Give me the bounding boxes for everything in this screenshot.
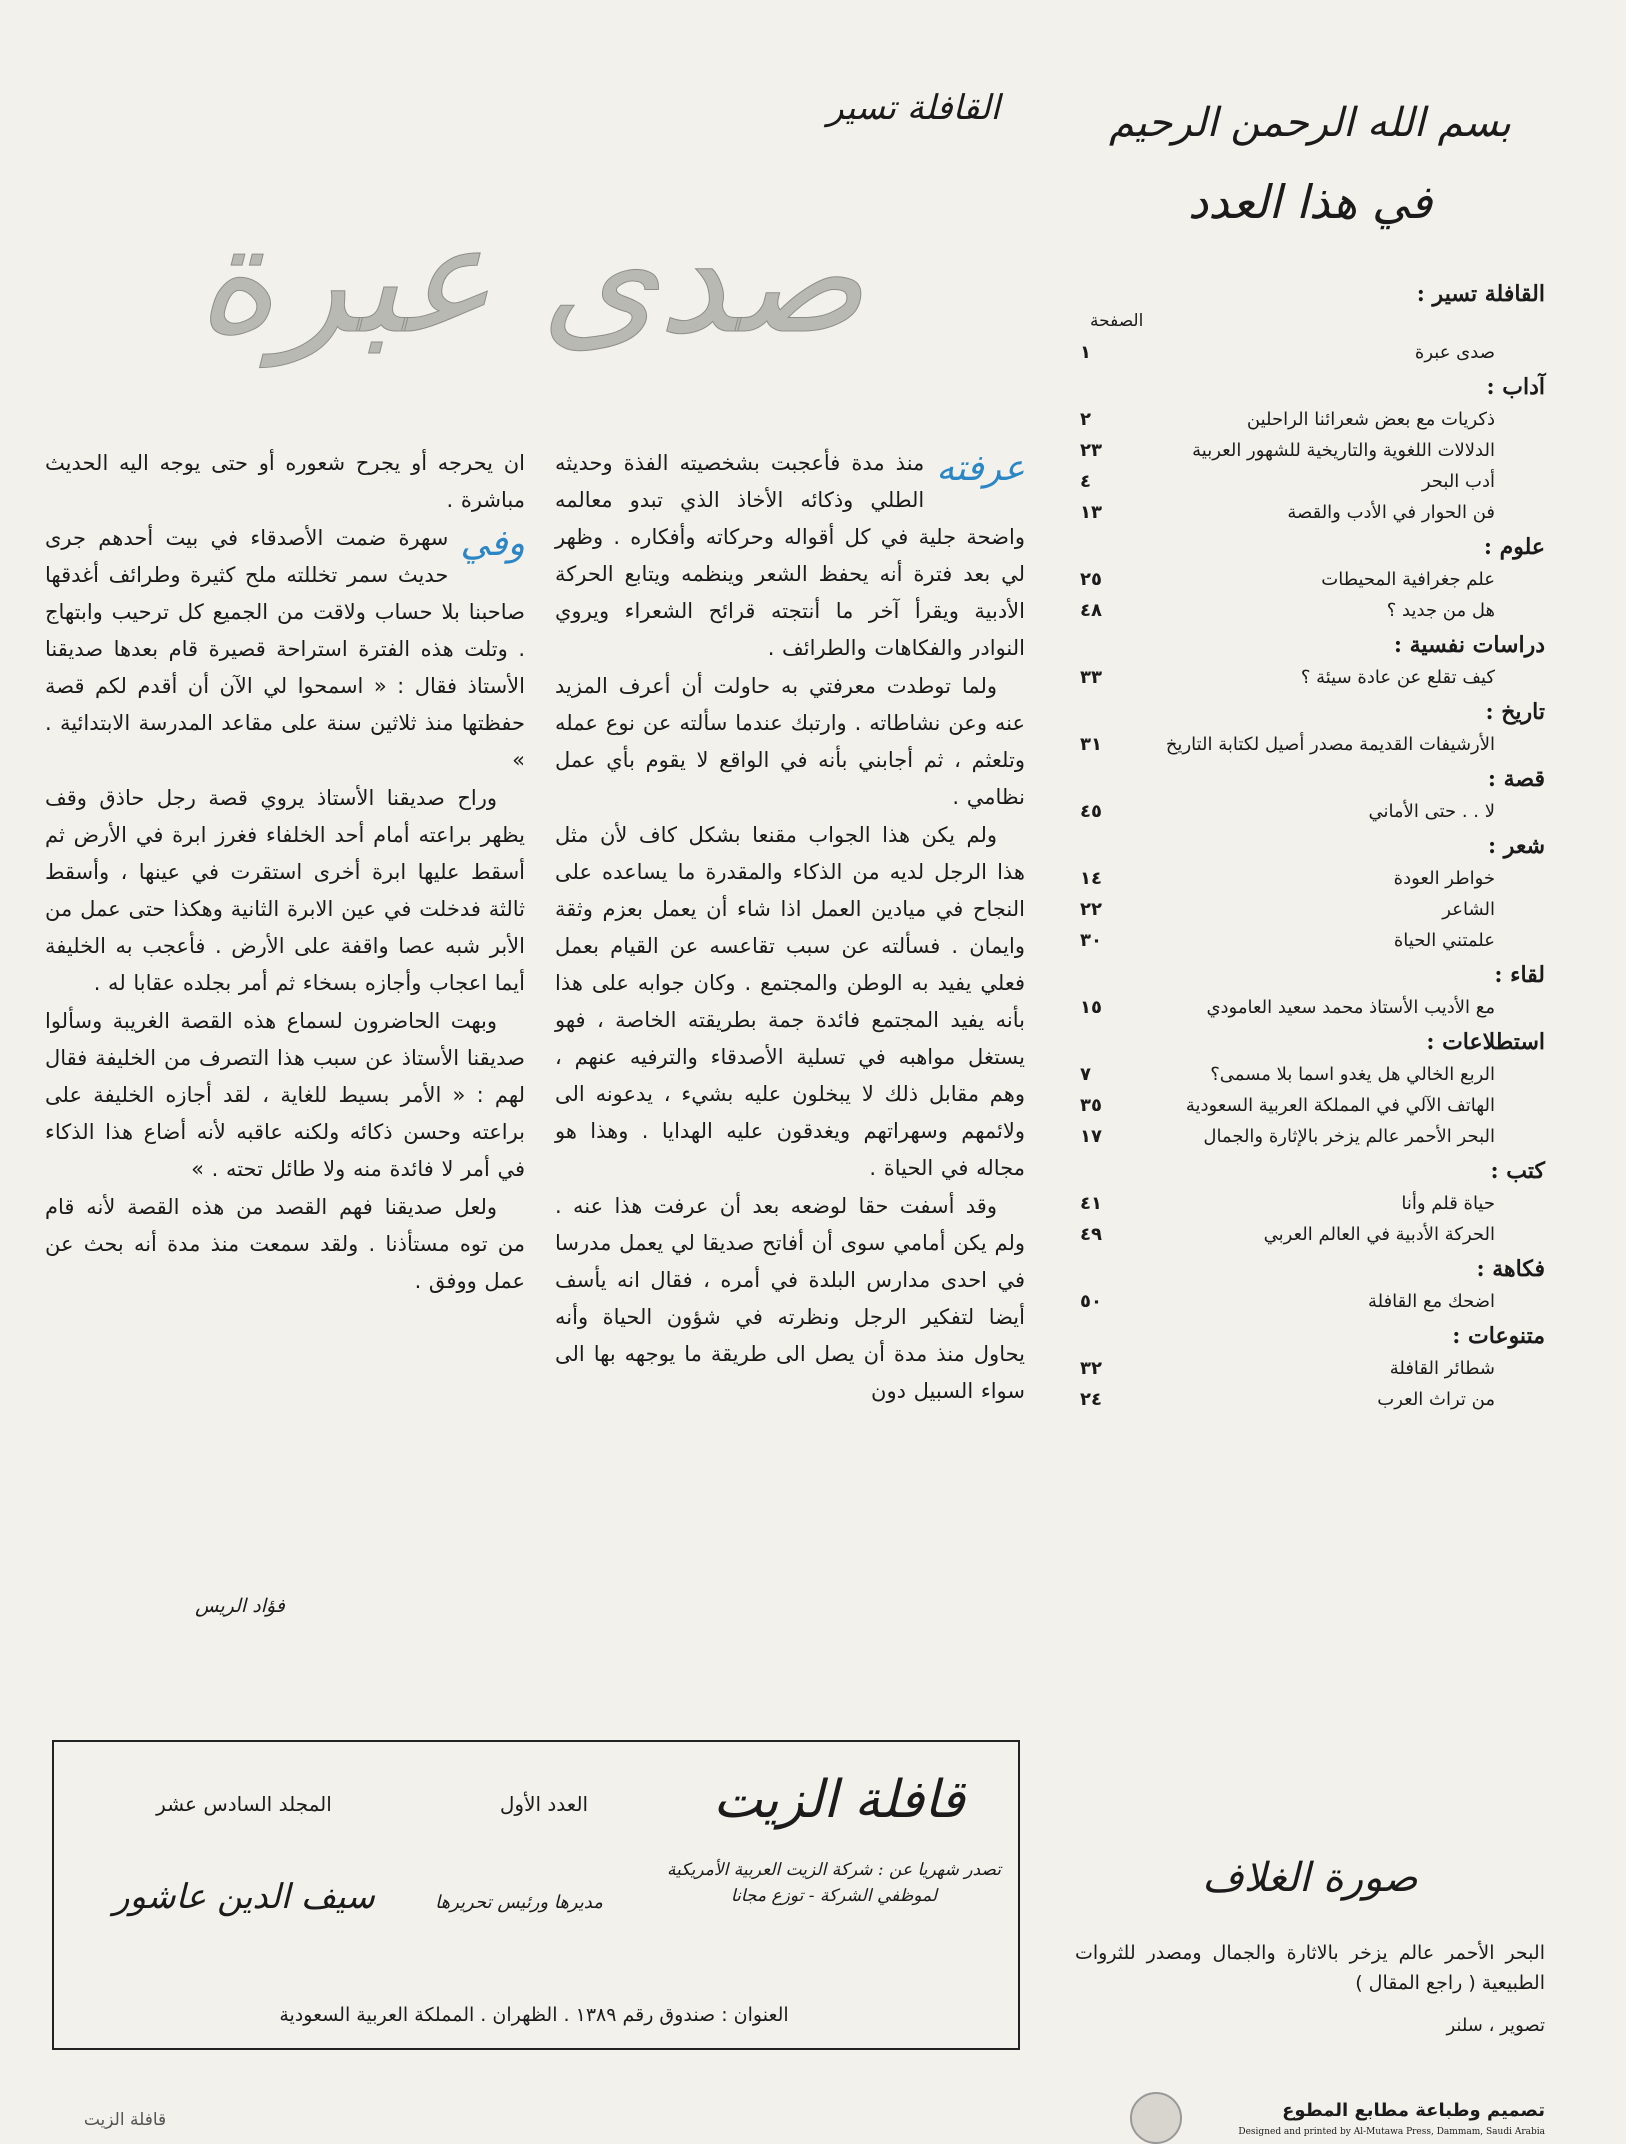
toc-entry xyxy=(1080,1090,1545,1121)
toc-section-heading: استطلاعات : xyxy=(1426,1029,1545,1055)
toc-entry-title: الدلالات اللغوية والتاريخية للشهور العربية xyxy=(1192,440,1495,461)
publisher-statement: تصدر شهريا عن : شركة الزيت العربية الأمريكية لموظفي الشركة - توزع مجانا xyxy=(667,1860,1001,1906)
magazine-logo: قافلة الزيت xyxy=(713,1770,965,1830)
toc-section-heading: كتب : xyxy=(1490,1158,1545,1184)
article-column-right xyxy=(555,445,1025,1411)
paragraph: وراح صديقنا الأستاذ يروي قصة رجل حاذق وقف يظهر براعته أمام أحد الخلفاء فغرز ابرة في الأرض ثم أسقط عليها ابرة أخرى استقرت في عينها ، وأسقط ثالثة فدخلت في عين الابرة الثانية وهكذا حتى عمل من الأبر شبه عصا واقفة على الأرض . فأعجب به الخليفة أيما اعجاب وأجازه بسخاء ثم أمر بجلده عقابا له . xyxy=(45,786,525,995)
toc-section-heading: فكاهة : xyxy=(1476,1256,1545,1282)
toc-entry xyxy=(1080,497,1545,528)
toc-entry-page: ٢٥ xyxy=(1080,569,1102,590)
toc-entry xyxy=(1080,863,1545,894)
toc-entry-page: ٣٣ xyxy=(1080,667,1102,688)
editor-role: مديرها ورئيس تحريرها xyxy=(435,1892,603,1913)
table-of-contents xyxy=(1080,275,1545,1415)
toc-entry-title: علم جغرافية المحيطات xyxy=(1321,569,1495,590)
toc-section-heading: القافلة تسير : xyxy=(1416,281,1545,307)
toc-entry-page: ٣٠ xyxy=(1080,930,1102,951)
toc-entry-title: هل من جديد ؟ xyxy=(1386,600,1495,621)
toc-section-heading: علوم : xyxy=(1483,534,1545,560)
toc-entry-title: حياة قلم وأنا xyxy=(1401,1193,1495,1214)
toc-entry-page: ١٣ xyxy=(1080,502,1102,523)
toc-entry xyxy=(1080,894,1545,925)
toc-entry-page: ٧ xyxy=(1080,1064,1091,1085)
toc-entry-title: اضحك مع القافلة xyxy=(1367,1291,1495,1312)
toc-entry xyxy=(1080,925,1545,956)
toc-entry-page: ٢ xyxy=(1080,409,1091,430)
toc-entry-page: ١٧ xyxy=(1080,1126,1102,1147)
toc-entry xyxy=(1080,595,1545,626)
printer-credit-english: Designed and printed by Al-Mutawa Press, Dammam, Saudi Arabia xyxy=(1238,2127,1545,2137)
toc-section-heading: قصة : xyxy=(1487,766,1545,792)
toc-entry xyxy=(1080,1384,1545,1415)
toc-entry xyxy=(1080,1286,1545,1317)
toc-entry-title: شطائر القافلة xyxy=(1389,1358,1495,1379)
postal-address: العنوان : صندوق رقم ١٣٨٩ . الظهران . المملكة العربية السعودية xyxy=(279,2004,789,2026)
toc-entry-title: علمتني الحياة xyxy=(1393,930,1495,951)
issue-number: العدد الأول xyxy=(499,1792,589,1816)
article-column-left xyxy=(45,445,525,1301)
cover-title: صورة الغلاف xyxy=(1202,1855,1418,1901)
paragraph: ان يحرجه أو يجرح شعوره أو حتى يوجه اليه الحديث مباشرة . xyxy=(45,451,525,512)
toc-entry-page: ٤٨ xyxy=(1080,600,1102,621)
drop-word: عرفته xyxy=(936,448,1025,489)
toc-entry-title: ذكريات مع بعض شعرائنا الراحلين xyxy=(1246,409,1495,430)
paragraph: ولما توطدت معرفتي به حاولت أن أعرف المزيد عنه وعن نشاطاته . وارتبك عندما سألته عن نوع عمله وتلعثم ، ثم أجابني بأنه في الواقع لا يقوم بأي عمل نظامي . xyxy=(555,674,1025,809)
page-column-header: الصفحة xyxy=(1090,311,1144,331)
toc-entry-page: ٢٤ xyxy=(1080,1389,1102,1410)
printer-seal-icon xyxy=(1130,2092,1182,2144)
toc-entry-page: ١٤ xyxy=(1080,868,1102,889)
toc-entry-page: ٥٠ xyxy=(1080,1291,1102,1312)
toc-entry-page: ٢٣ xyxy=(1080,440,1102,461)
toc-entry xyxy=(1080,435,1545,466)
section-kicker: القافلة تسير xyxy=(827,88,1000,128)
toc-section-heading: تاريخ : xyxy=(1485,699,1545,725)
toc-entry xyxy=(1080,1188,1545,1219)
toc-entry xyxy=(1080,1219,1545,1250)
toc-section-heading: آداب : xyxy=(1486,374,1545,400)
toc-entry-page: ٣١ xyxy=(1080,734,1102,755)
toc-entry-page: ٤٩ xyxy=(1080,1224,1102,1245)
toc-entry xyxy=(1080,796,1545,827)
cover-caption: البحر الأحمر عالم يزخر بالاثارة والجمال ومصدر للثروات الطبيعية ( راجع المقال ) xyxy=(1075,1942,1545,1994)
paragraph: منذ مدة فأعجبت بشخصيته الفذة وحديثه الطلي وذكائه الأخاذ الذي تبدو معالمه واضحة جلية في كل أقواله وحركاته وأفكاره . وظهر لي بعد فترة أنه يحفظ الشعر وينظمه ويتابع الحركة الأدبية ويقرأ آخر ما أنتجته قرائح الشعراء ويروي النوادر والفكاهات والطرائف . xyxy=(555,451,1025,660)
toc-entry-title: الحركة الأدبية في العالم العربي xyxy=(1263,1224,1495,1245)
toc-entry-title: مع الأديب الأستاذ محمد سعيد العامودي xyxy=(1206,997,1495,1018)
toc-section-heading: لقاء : xyxy=(1494,962,1545,988)
toc-entry-title: الهاتف الآلي في المملكة العربية السعودية xyxy=(1185,1095,1495,1116)
masthead-box xyxy=(52,1740,1020,2050)
toc-section-heading: دراسات نفسية : xyxy=(1393,632,1545,658)
paragraph: ولم يكن هذا الجواب مقنعا بشكل كاف لأن مثل هذا الرجل لديه من الذكاء والمقدرة ما يساعده على النجاح في ميادين العمل اذا شاء أن يعمل بعزم وثقة وايمان . فسألته عن سبب تقاعسه عن القيام بعمل فعلي يفيد به الوطن والمجتمع . وكان جوابه على هذا بأنه يفيد المجتمع فائدة جمة بطريقته الخاصة ، فهو يستغل مواهبه في تسلية الأصدقاء والترفيه عنهم ، وهم مقابل ذلك لا يبخلون عليه بشيء ، يدعونه الى ولائمهم وسهراتهم ويغدقون عليه الهدايا . وهذا هو مجاله في الحياة . xyxy=(555,823,1025,1180)
article-title: صدى عبرة xyxy=(196,193,864,367)
toc-entry-page: ٤ xyxy=(1080,471,1091,492)
toc-entry-page: ٤٥ xyxy=(1080,801,1102,822)
toc-section-heading: متنوعات : xyxy=(1452,1323,1545,1349)
paragraph: سهرة ضمت الأصدقاء في بيت أحدهم جرى حديث سمر تخللته ملح كثيرة وطرائف أغدقها صاحبنا بلا حساب ولاقت من الجميع كل ترحيب وابتهاج . وتلت هذه الفترة استراحة قصيرة قام بعدها صديقنا الأستاذ فقال : « اسمحوا لي الآن أن أقدم لكم قصة حفظتها منذ ثلاثين سنة على مقاعد المدرسة الابتدائية . » xyxy=(45,526,525,772)
toc-entry-title: الشاعر xyxy=(1442,899,1495,920)
footer-magazine-name: قافلة الزيت xyxy=(83,2110,167,2130)
toc-entry-page: ٣٢ xyxy=(1080,1358,1102,1379)
cover-photo-credit: تصوير ، سلنر xyxy=(1446,2015,1545,2036)
toc-entry xyxy=(1080,1353,1545,1384)
paragraph: وقد أسفت حقا لوضعه بعد أن عرفت هذا عنه . ولم يكن أمامي سوى أن أفاتح صديقا لي يعمل مدرسا في احدى مدارس البلدة في أمره ، فقال انه يأسف أيضا لتفكير الرجل ونظرته في شؤون الحياة وأنه يحاول منذ مدة أن يصل الى طريقة ما يوجهه بها الى سواء السبيل دون xyxy=(555,1194,1025,1403)
toc-entry xyxy=(1080,662,1545,693)
toc-entry-title: خواطر العودة xyxy=(1393,868,1495,889)
toc-entry-page: ١٥ xyxy=(1080,997,1102,1018)
toc-entry xyxy=(1080,729,1545,760)
toc-entry-title: لا . . حتى الأماني xyxy=(1368,801,1495,822)
toc-entry-title: الأرشيفات القديمة مصدر أصيل لكتابة التاريخ xyxy=(1165,734,1495,755)
printer-credit: تصميم وطباعة مطابع المطوع xyxy=(1282,2100,1545,2121)
toc-entry xyxy=(1080,404,1545,435)
paragraph: ولعل صديقنا فهم القصد من هذه القصة لأنه قام من توه مستأذنا . ولقد سمعت منذ مدة أنه بحث عن عمل ووفق . xyxy=(45,1195,525,1293)
toc-entry-title: صدى عبرة xyxy=(1414,342,1495,363)
toc-entry xyxy=(1080,1121,1545,1152)
toc-entry-title: كيف تقلع عن عادة سيئة ؟ xyxy=(1300,667,1495,688)
toc-entry-page: ٣٥ xyxy=(1080,1095,1102,1116)
toc-entry-title: البحر الأحمر عالم يزخر بالإثارة والجمال xyxy=(1203,1126,1495,1147)
author-signature: فؤاد الريس xyxy=(195,1595,285,1617)
toc-entry-title: فن الحوار في الأدب والقصة xyxy=(1287,502,1495,523)
toc-title: في هذا العدد xyxy=(1187,175,1433,229)
toc-entry-page: ١ xyxy=(1080,342,1091,363)
toc-entry xyxy=(1080,992,1545,1023)
basmala-calligraphy: بسم الله الرحمن الرحيم xyxy=(1108,100,1512,146)
toc-entry xyxy=(1080,564,1545,595)
toc-entry-title: من تراث العرب xyxy=(1377,1389,1495,1410)
toc-entry-title: الربع الخالي هل يغدو اسما بلا مسمى؟ xyxy=(1210,1064,1495,1085)
paragraph: وبهت الحاضرون لسماع هذه القصة الغريبة وسألوا صديقنا الأستاذ عن سبب هذا التصرف من الخليفة فقال لهم : « الأمر بسيط للغاية ، لقد أجازه الخليفة على براعته وحسن ذكائه ولكنه عاقبه لأنه أضاع هذا الذكاء في أمر لا فائدة منه ولا طائل تحته . » xyxy=(45,1009,525,1181)
toc-entry-page: ٢٢ xyxy=(1080,899,1102,920)
drop-word: وفي xyxy=(460,523,525,564)
toc-entry xyxy=(1080,1059,1545,1090)
toc-section-heading: شعر : xyxy=(1488,833,1545,859)
toc-entry-title: أدب البحر xyxy=(1421,471,1495,492)
editor-name: سيف الدين عاشور xyxy=(113,1877,375,1917)
toc-entry xyxy=(1080,466,1545,497)
toc-entry xyxy=(1080,337,1545,368)
volume-number: المجلد السادس عشر xyxy=(156,1792,332,1816)
toc-entry-page: ٤١ xyxy=(1080,1193,1102,1214)
